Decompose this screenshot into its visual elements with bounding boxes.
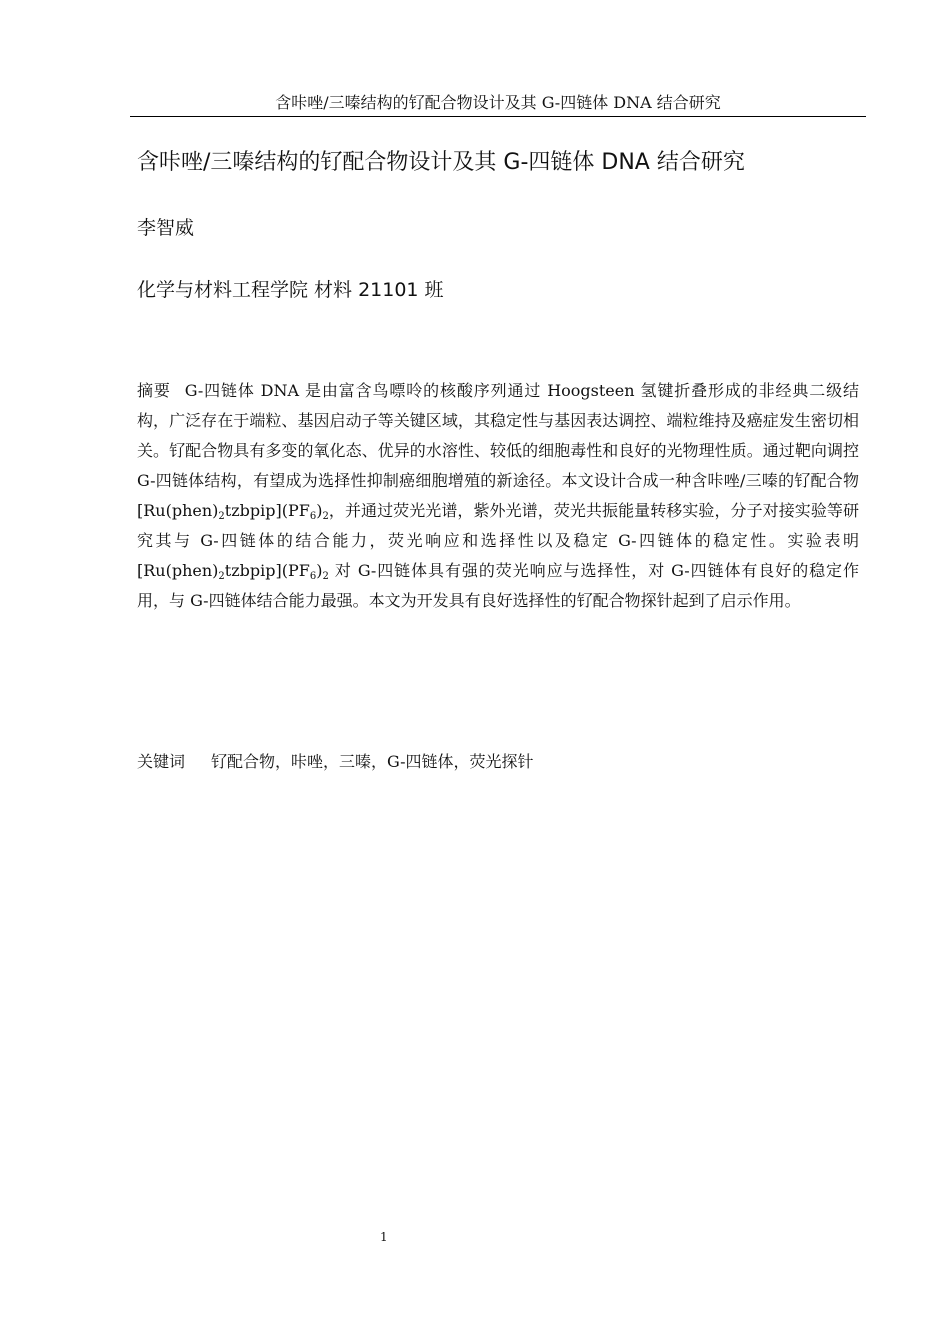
abstract-text-1: G-四链体 DNA 是由富含鸟嘌呤的核酸序列通过 Hoogsteen 氢键折叠形成的非经典二级结构，广泛存在于端粒、基因启动子等关键区域，其稳定性与基因表达调控、端粒维持及癌症发生密切相关。钌配合物具有多变的氧化态、优异的水溶性、较低的细胞毒性和良好的光物理性质。通过靶向调控 G-四链体结构，有望成为选择性抑制癌细胞增殖的新途径。本文设计合成一种含咔唑/三嗪的钌配合物[Ru(phen)	[137, 381, 859, 520]
abstract-sub-3: 2	[322, 511, 329, 522]
affiliation: 化学与材料工程学院 材料 21101 班	[137, 279, 444, 301]
abstract-text-7: 对 G-四链体具有强的荧光响应与选择性，对 G-四链体有良好的稳定作用，与 G-四链体结合能力最强。本文为开发具有良好选择性的钌配合物探针起到了启示作用。	[137, 561, 859, 610]
abstract-text-2: tzbpip](PF	[224, 501, 310, 520]
abstract-sub-4: 2	[218, 571, 225, 582]
abstract-label: 摘要	[137, 381, 171, 400]
author-name: 李智威	[137, 217, 195, 239]
keywords-label: 关键词	[137, 752, 186, 771]
keywords-text: 钌配合物，咔唑，三嗪，G-四链体，荧光探针	[211, 752, 534, 771]
abstract-sub-5: 6	[309, 571, 317, 582]
keywords-line	[137, 747, 859, 777]
abstract-sub-2: 6	[309, 511, 317, 522]
abstract-text-6: )	[316, 561, 323, 580]
abstract-sub-1: 2	[218, 511, 225, 522]
abstract-text-5: tzbpip](PF	[224, 561, 310, 580]
abstract-text-4: ，并通过荧光光谱，紫外光谱，荧光共振能量转移实验，分子对接实验等研究其与 G-四链体的结合能力，荧光响应和选择性以及稳定 G-四链体的稳定性。实验表明[Ru(phen)	[137, 501, 859, 580]
abstract-paragraph	[137, 376, 859, 616]
page-number: 1	[380, 1230, 388, 1244]
abstract-text-3: )	[316, 501, 323, 520]
abstract-sub-6: 2	[322, 571, 329, 582]
paper-title: 含咔唑/三嗪结构的钌配合物设计及其 G-四链体 DNA 结合研究	[137, 150, 745, 175]
header-rule	[130, 116, 866, 117]
running-header: 含咔唑/三嗪结构的钌配合物设计及其 G-四链体 DNA 结合研究	[275, 93, 721, 112]
